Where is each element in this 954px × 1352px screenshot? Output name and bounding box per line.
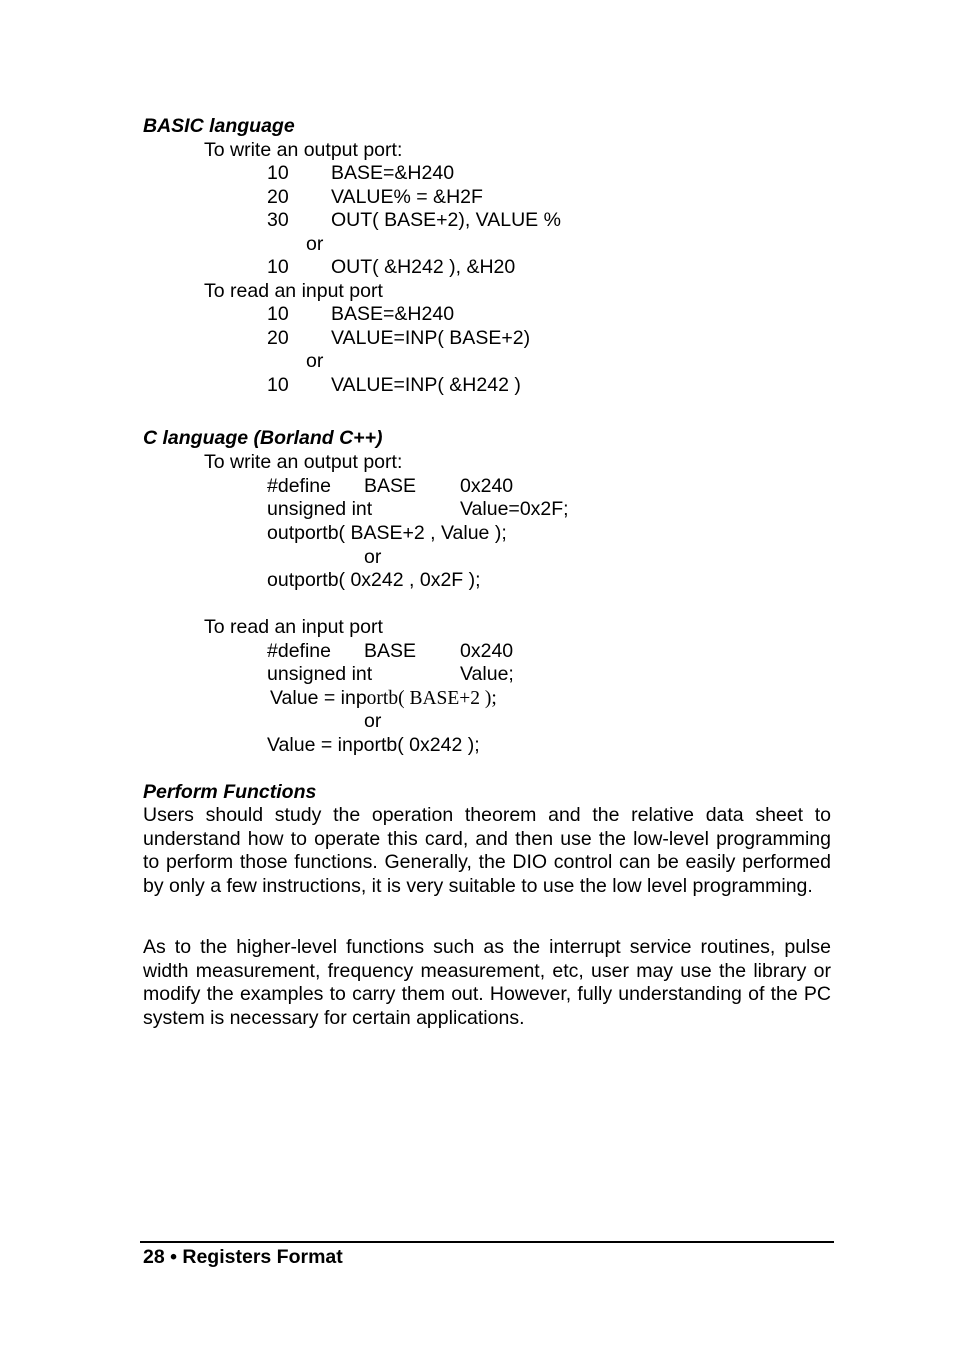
perform-heading: Perform Functions (143, 781, 317, 803)
basic-line-number: 30 (267, 209, 289, 231)
c-read-call-start: Value = inp (270, 687, 367, 709)
page-number: 28 (143, 1246, 165, 1268)
c-read-call-end: ortb( BASE+2 ); (366, 688, 497, 709)
c-read-intro: To read an input port (204, 616, 383, 638)
basic-line-number: 10 (267, 162, 289, 184)
c-decl-value: Value; (460, 663, 514, 685)
basic-write-or: or (306, 233, 324, 255)
c-heading: C language (Borland C++) (143, 427, 383, 449)
c-decl-value: Value=0x2F; (460, 498, 569, 520)
c-define-keyword: #define (267, 640, 331, 662)
c-define-keyword: #define (267, 475, 331, 497)
basic-line-number: 20 (267, 327, 289, 349)
basic-line-number: 10 (267, 303, 289, 325)
section-title: Registers Format (182, 1246, 343, 1268)
c-write-intro: To write an output port: (204, 451, 403, 473)
basic-code-line: VALUE=INP( BASE+2) (331, 327, 531, 349)
c-define-name: BASE (364, 475, 417, 497)
c-define-name: BASE (364, 640, 417, 662)
c-write-or: or (364, 546, 382, 568)
c-define-value: 0x240 (460, 640, 514, 662)
c-write-call: outportb( BASE+2 , Value ); (267, 522, 507, 544)
c-read-alt: Value = inportb( 0x242 ); (267, 734, 480, 756)
basic-code-line: OUT( BASE+2), VALUE % (331, 209, 561, 231)
basic-line-number: 20 (267, 186, 289, 208)
c-read-or: or (364, 710, 382, 732)
perform-paragraph-1: Users should study the operation theorem and the relative data sheet to understand how to operate this card, and then use the low-level programming to perform those functions. Generally, the DIO control can be easily performed by only a few instructions, it is very suitable to use the low level programming. (143, 804, 831, 897)
c-decl-type: unsigned int (267, 498, 373, 520)
basic-code-line: VALUE% = &H2F (331, 186, 483, 208)
basic-code-line: BASE=&H240 (331, 162, 455, 184)
c-write-alt: outportb( 0x242 , 0x2F ); (267, 569, 481, 591)
basic-code-line: BASE=&H240 (331, 303, 455, 325)
basic-line-number: 10 (267, 374, 289, 396)
perform-paragraph-2: As to the higher-level functions such as the interrupt service routines, pulse width measurement, frequency measurement, etc, user may use the library or modify the examples to carry them out. However, fully understanding of the PC system is necessary for certain applications. (143, 936, 831, 1029)
footer (143, 1246, 343, 1270)
bullet-icon: • (170, 1246, 177, 1268)
c-read-call (270, 687, 497, 711)
basic-read-or: or (306, 350, 324, 372)
basic-read-intro: To read an input port (204, 280, 383, 302)
footer-rule (140, 1241, 834, 1243)
basic-code-line: OUT( &H242 ), &H20 (331, 256, 516, 278)
c-decl-type: unsigned int (267, 663, 373, 685)
c-define-value: 0x240 (460, 475, 514, 497)
basic-line-number: 10 (267, 256, 289, 278)
basic-heading: BASIC language (143, 115, 295, 137)
basic-code-line: VALUE=INP( &H242 ) (331, 374, 521, 396)
basic-write-intro: To write an output port: (204, 139, 403, 161)
